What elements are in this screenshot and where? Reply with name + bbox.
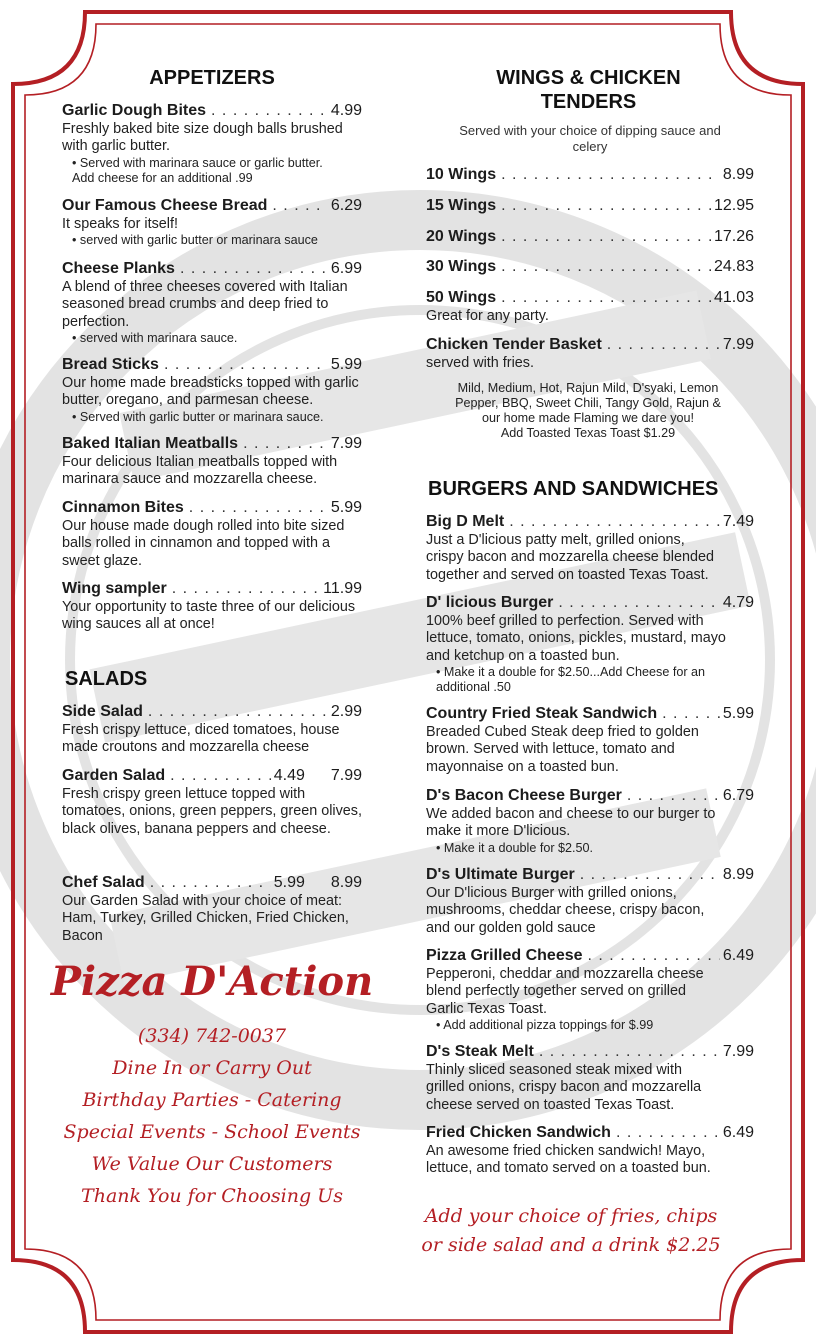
info-parties: Birthday Parties - Catering xyxy=(82,1089,342,1111)
item-name: 20 Wings xyxy=(426,228,497,245)
dot-leader xyxy=(588,946,720,966)
flavors-line: Mild, Medium, Hot, Rajun Mild, D'syaki, Lemon xyxy=(457,381,719,395)
info-value: We Value Our Customers xyxy=(91,1153,333,1175)
menu-item-garlic-dough-bites xyxy=(62,101,362,186)
item-name: Bread Sticks xyxy=(62,356,159,373)
dot-leader xyxy=(170,766,271,786)
item-name: 15 Wings xyxy=(426,197,497,214)
menu-item-chicken-tender-basket xyxy=(426,335,754,372)
item-description: Our home made breadsticks topped with garlic butter, oregano, and parmesan cheese. xyxy=(62,375,359,409)
info-dine-in: Dine In or Carry Out xyxy=(112,1057,312,1079)
menu-item-50-wings xyxy=(426,288,754,325)
menu-item-cheese-bread xyxy=(62,196,362,248)
menu-item-chef-salad xyxy=(62,873,362,945)
item-price: 7.49 xyxy=(722,513,754,530)
item-name: Pizza Grilled Cheese xyxy=(426,947,583,964)
item-description: Freshly baked bite size dough balls brushed with garlic butter. xyxy=(62,121,343,155)
phone-number: (334) 742-0037 xyxy=(137,1025,287,1047)
item-price: 8.99 xyxy=(722,866,754,883)
item-name: Baked Italian Meatballs xyxy=(62,435,239,452)
item-name: D's Ultimate Burger xyxy=(426,866,575,883)
wings-heading: WINGS & CHICKEN TENDERS xyxy=(496,67,681,113)
dot-leader xyxy=(501,165,720,185)
item-name: Cinnamon Bites xyxy=(62,499,184,516)
item-price: 5.99 xyxy=(330,499,362,516)
menu-item-big-d-melt xyxy=(426,512,754,584)
item-note: Add cheese for an additional .99 xyxy=(72,170,253,185)
item-price: 6.49 xyxy=(722,1124,754,1141)
item-note: • Add additional pizza toppings for $.99 xyxy=(436,1018,654,1033)
item-description: Fresh crispy lettuce, diced tomatoes, house made croutons and mozzarella cheese xyxy=(62,722,340,756)
item-description: An awesome fried chicken sandwich! Mayo, lettuce, and tomato served on a toasted bun. xyxy=(426,1143,711,1177)
restaurant-name: Pizza D'Action xyxy=(50,958,374,1005)
dot-leader xyxy=(607,335,720,355)
item-name: Our Famous Cheese Bread xyxy=(62,197,268,214)
menu-item-steak-melt xyxy=(426,1042,754,1114)
menu-item-country-fried-steak-sandwich xyxy=(426,704,754,776)
item-description: Great for any party. xyxy=(426,308,549,324)
menu-item-pizza-grilled-cheese xyxy=(426,946,754,1033)
item-name: Garden Salad xyxy=(62,767,166,784)
item-price-small: 4.49 xyxy=(273,767,305,784)
menu-item-garden-salad xyxy=(62,766,362,838)
item-price: 41.03 xyxy=(713,289,754,306)
item-name: Fried Chicken Sandwich xyxy=(426,1124,611,1141)
menu-item-bacon-cheese-burger xyxy=(426,786,754,856)
item-price: 6.49 xyxy=(722,947,754,964)
item-description: Our house made dough rolled into bite sized balls rolled in cinnamon and topped with a sweet glaze. xyxy=(62,518,345,569)
item-price: 5.99 xyxy=(722,705,754,722)
item-name: D' licious Burger xyxy=(426,594,554,611)
item-name: Country Fried Steak Sandwich xyxy=(426,705,658,722)
menu-item-20-wings xyxy=(426,227,754,247)
item-description: Fresh crispy green lettuce topped with tomatoes, onions, green peppers, green olives, black olives, banana peppers and cheese. xyxy=(62,786,362,837)
dot-leader xyxy=(189,498,328,518)
dot-leader xyxy=(662,704,720,724)
item-name: 10 Wings xyxy=(426,166,497,183)
dot-leader xyxy=(539,1042,720,1062)
dot-leader xyxy=(580,865,720,885)
item-description: Your opportunity to taste three of our delicious wing sauces all at once! xyxy=(62,599,356,633)
item-description: Thinly sliced seasoned steak mixed with grilled onions, crispy bacon and mozzarella cheese served on toasted Texas Toast. xyxy=(426,1062,702,1113)
menu-item-dlicious-burger xyxy=(426,593,754,695)
menu-item-cinnamon-bites xyxy=(62,498,362,570)
item-name: 50 Wings xyxy=(426,289,497,306)
item-price: 24.83 xyxy=(713,258,754,275)
item-price: 5.99 xyxy=(330,356,362,373)
dot-leader xyxy=(501,227,711,247)
item-description: Breaded Cubed Steak deep fried to golden brown. Served with lettuce, tomato and mayonnaise on a toasted bun. xyxy=(426,724,699,775)
item-name: Big D Melt xyxy=(426,513,505,530)
menu-item-30-wings xyxy=(426,257,754,277)
dot-leader xyxy=(501,257,711,277)
item-price: 7.99 xyxy=(330,435,362,452)
dot-leader xyxy=(164,355,328,375)
dot-leader xyxy=(558,593,719,613)
item-name: Side Salad xyxy=(62,703,143,720)
menu-item-bread-sticks xyxy=(62,355,362,425)
menu-item-baked-italian-meatballs xyxy=(62,434,362,489)
item-price-large: 8.99 xyxy=(330,874,362,891)
dot-leader xyxy=(150,873,271,893)
dot-leader xyxy=(501,196,711,216)
dot-leader xyxy=(509,512,720,532)
item-description: Our Garden Salad with your choice of meat: Ham, Turkey, Grilled Chicken, Fried Chicken, Bacon xyxy=(62,893,349,944)
dot-leader xyxy=(172,579,320,599)
appetizers-heading: APPETIZERS xyxy=(149,67,275,89)
combo-addon-note xyxy=(416,1202,726,1260)
menu-item-side-salad xyxy=(62,702,362,757)
item-note: • served with garlic butter or marinara sauce xyxy=(72,233,318,248)
item-price: 17.26 xyxy=(713,228,754,245)
item-description: We added bacon and cheese to our burger to make it more D'licious. xyxy=(426,806,716,840)
dot-leader xyxy=(180,259,328,279)
item-price: 11.99 xyxy=(323,580,362,597)
item-description: Four delicious Italian meatballs topped with marinara sauce and mozzarella cheese. xyxy=(62,454,338,488)
restaurant-info xyxy=(32,1020,392,1212)
item-price: 8.99 xyxy=(722,166,754,183)
dot-leader xyxy=(272,196,327,216)
item-description: A blend of three cheeses covered with Italian seasoned bread crumbs and deep fried to perfection. xyxy=(62,279,348,330)
info-events: Special Events - School Events xyxy=(63,1121,361,1143)
dot-leader xyxy=(627,786,720,806)
item-note: • Served with garlic butter or marinara sauce. xyxy=(72,409,324,424)
flavors-line: our home made Flaming we dare you! xyxy=(481,411,695,425)
item-note: • served with marinara sauce. xyxy=(72,331,238,346)
menu-item-fried-chicken-sandwich xyxy=(426,1123,754,1178)
item-name: Chicken Tender Basket xyxy=(426,336,602,353)
item-price: 7.99 xyxy=(722,1043,754,1060)
flavors-line: Pepper, BBQ, Sweet Chili, Tangy Gold, Rajun & xyxy=(455,396,721,410)
item-description: It speaks for itself! xyxy=(62,216,178,232)
item-name: Garlic Dough Bites xyxy=(62,102,207,119)
dot-leader xyxy=(616,1123,720,1143)
texas-toast-addon: Add Toasted Texas Toast $1.29 xyxy=(500,426,676,440)
burgers-heading: BURGERS AND SANDWICHES xyxy=(428,478,719,500)
item-note: • Make it a double for $2.50...Add Cheese for an additional .50 xyxy=(436,665,706,695)
item-price: 6.29 xyxy=(330,197,362,214)
item-description: served with fries. xyxy=(426,355,534,371)
menu-item-10-wings xyxy=(426,165,754,185)
item-note: • Make it a double for $2.50. xyxy=(436,840,594,855)
item-price: 4.99 xyxy=(330,102,362,119)
dot-leader xyxy=(211,101,328,121)
menu-item-cheese-planks xyxy=(62,259,362,346)
item-price: 2.99 xyxy=(330,703,362,720)
item-description: Pepperoni, cheddar and mozzarella cheese blend perfectly together served on grilled Garlic Texas Toast. xyxy=(426,966,704,1017)
wing-flavors xyxy=(428,381,748,441)
dot-leader xyxy=(148,702,328,722)
item-description: 100% beef grilled to perfection. Served with lettuce, tomato, onions, pickles, mustard, mayo and ketchup on a toasted bun. xyxy=(426,613,726,664)
item-price: 6.79 xyxy=(722,787,754,804)
addon-line: or side salad and a drink $2.25 xyxy=(421,1234,721,1256)
item-name: D's Steak Melt xyxy=(426,1043,534,1060)
menu-item-wing-sampler xyxy=(62,579,362,634)
item-price: 7.99 xyxy=(722,336,754,353)
item-price: 6.99 xyxy=(330,260,362,277)
item-price-large: 7.99 xyxy=(330,767,362,784)
item-name: Wing sampler xyxy=(62,580,167,597)
item-name: Cheese Planks xyxy=(62,260,175,277)
item-name: D's Bacon Cheese Burger xyxy=(426,787,622,804)
item-note: • Served with marinara sauce or garlic butter. xyxy=(72,155,323,170)
addon-line: Add your choice of fries, chips xyxy=(424,1205,718,1227)
info-thanks: Thank You for Choosing Us xyxy=(81,1185,343,1207)
item-price-small: 5.99 xyxy=(273,874,305,891)
item-price: 12.95 xyxy=(713,197,754,214)
item-price: 4.79 xyxy=(722,594,754,611)
dot-leader xyxy=(243,434,328,454)
menu-item-ultimate-burger xyxy=(426,865,754,937)
menu-item-15-wings xyxy=(426,196,754,216)
wings-subtitle: Served with your choice of dipping sauce and celery xyxy=(459,123,721,154)
dot-leader xyxy=(501,288,711,308)
item-description: Our D'licious Burger with grilled onions, mushrooms, cheddar cheese, crispy bacon, and our golden gold sauce xyxy=(426,885,705,936)
item-name: Chef Salad xyxy=(62,874,145,891)
salads-heading: SALADS xyxy=(65,668,148,690)
item-name: 30 Wings xyxy=(426,258,497,275)
item-description: Just a D'licious patty melt, grilled onions, crispy bacon and mozzarella cheese blended together and served on toasted Texas Toast. xyxy=(426,532,714,583)
